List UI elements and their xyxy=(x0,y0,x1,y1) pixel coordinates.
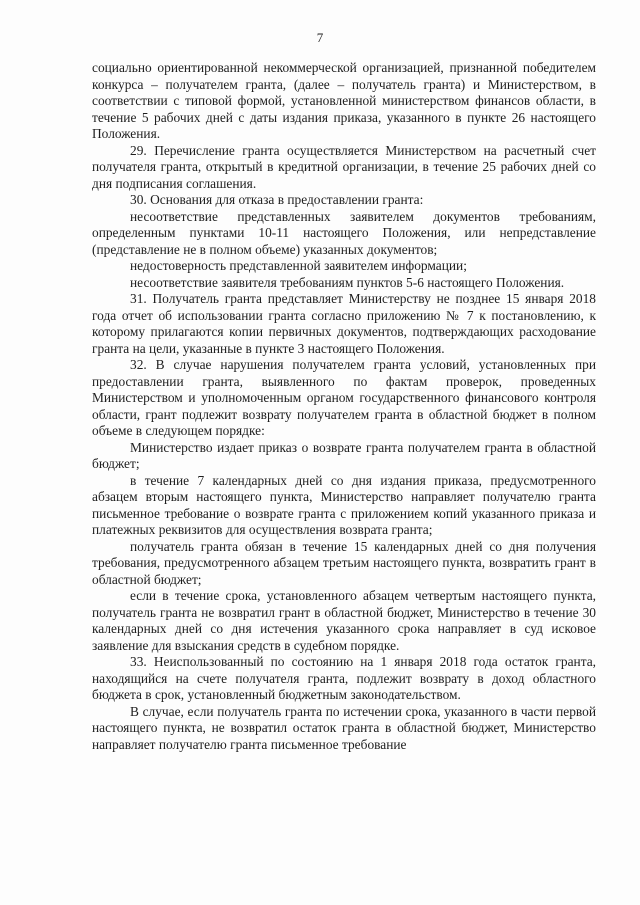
paragraph: несоответствие представленных заявителем документов требованиям, определенным пунктами 10-11 настоящего Положения, или непредставление (представление не в полном объеме) указанных документов; xyxy=(92,208,596,257)
paragraph: 32. В случае нарушения получателем гранта условий, установленных при предоставлении гранта, выявленного по фактам проверок, проведенных Министерством и уполномоченным органом государственного финансового контроля области, грант подлежит возврату получателем гранта в областной бюджет в полном объеме в следующем порядке: xyxy=(92,357,596,438)
paragraph: Министерство издает приказ о возврате гранта получателем гранта в областной бюджет; xyxy=(92,439,596,471)
paragraph: В случае, если получатель гранта по истечении срока, указанного в части первой настоящего пункта, не возвратил остаток гранта в областной бюджет, Министерство направляет получателю гранта письменное требование xyxy=(92,703,596,752)
paragraph: несоответствие заявителя требованиям пунктов 5-6 настоящего Положения. xyxy=(130,274,565,290)
paragraph: в течение 7 календарных дней со дня издания приказа, предусмотренного абзацем вторым настоящего пункта, Министерство направляет получателю гранта письменное требование о возврате гранта с приложением копий указанного приказа и платежных реквизитов для осуществления возврата гранта; xyxy=(92,472,596,537)
paragraph: если в течение срока, установленного абзацем четвертым настоящего пункта, получатель гранта не возвратил грант в областной бюджет, Министерство в течение 30 календарных дней со дня истечения указанного срока направляет в суд исковое заявление для взыскания средств в судебном порядке. xyxy=(92,588,596,653)
paragraph: 29. Перечисление гранта осуществляется Министерством на расчетный счет получателя гранта, открытый в кредитной организации, в течение 25 рабочих дней со дня подписания соглашения. xyxy=(92,142,596,191)
paragraph: 30. Основания для отказа в предоставлении гранта: xyxy=(130,192,424,207)
paragraph: недостоверность представленной заявителем информации; xyxy=(130,258,467,273)
paragraph: 33. Неиспользованный по состоянию на 1 января 2018 года остаток гранта, находящийся на счете получателя гранта, подлежит возврату в доход областного бюджета в срок, установленный бюджетным законодательством. xyxy=(92,654,596,702)
paragraph: получатель гранта обязан в течение 15 календарных дней со дня получения требования, предусмотренного абзацем третьим настоящего пункта, возвратить грант в областной бюджет; xyxy=(92,538,596,587)
paragraph: 31. Получатель гранта представляет Министерству не позднее 15 января 2018 года отчет об использовании гранта согласно приложению № 7 к постановлению, к которому прилагаются копии первичных документов, подтверждающих расходование гранта на цели, указанные в пункте 3 настоящего Положения. xyxy=(92,291,596,356)
document-body xyxy=(92,60,596,753)
paragraph: социально ориентированной некоммерческой организацией, признанной победителем конкурса – получателем гранта, (далее – получатель гранта) и Министерством, в соответствии с типовой формой, установленной министерством финансов области, в течение 5 рабочих дней с даты издания приказа, указанного в пункте 26 настоящего Положения. xyxy=(92,60,596,141)
page-number: 7 xyxy=(316,30,324,45)
